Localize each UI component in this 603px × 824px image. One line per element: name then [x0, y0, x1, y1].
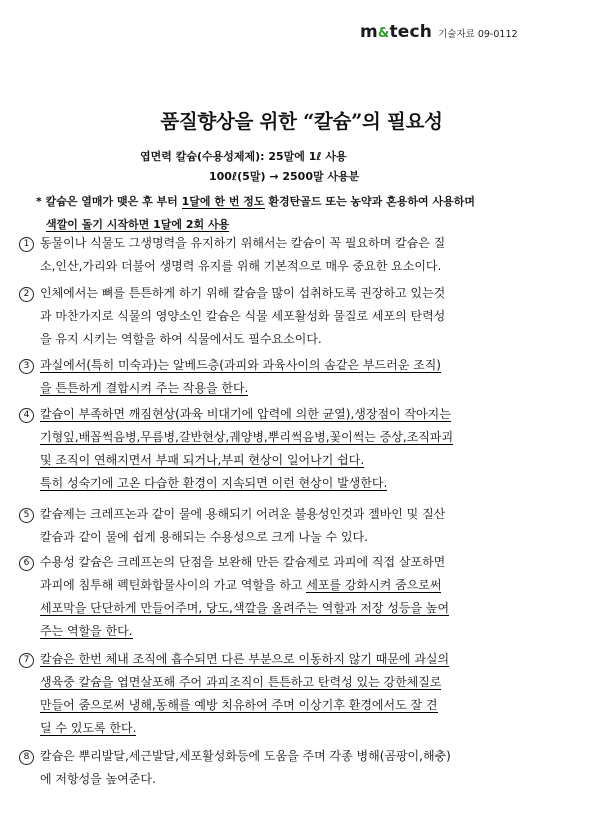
circled-number: 6: [19, 556, 34, 571]
list-item-5: 5 칼슘제는 크레프논과 같이 물에 용해되기 어려운 불용성인것과 젤바인 및 질산 칼슘과 같이 물에 쉽게 용해되는 수용성으로 크게 나눌 수 있다.: [19, 503, 445, 549]
circled-number: 4: [19, 408, 34, 423]
company-logo: m&tech: [360, 22, 433, 42]
list-item-8: 8 칼슘은 뿌리발달,세근발달,세포활성화등에 도움을 주며 각종 병해(곰팡이,해충) 에 저항성을 높여준다.: [19, 745, 451, 791]
list-item-3: 3 과실에서(특히 미숙과)는 알베드층(과피와 과육사이의 솜같은 부드러운 조직) 을 튼튼하게 결합시켜 주는 작용을 한다.: [19, 354, 441, 400]
list-item-4: 4 칼슘이 부족하면 깨짐현상(과육 비대기에 압력에 의한 균열),생장점이 작아지는 기형잎,배꼽썩음병,무름병,갈반현상,궤양병,뿌리썩음병,꽃이썩는 증상,조직파괴 및 조직이 연해지면서 부패 되거나,부피 현상이 일어나기 쉽다. 특히 성숙기에 고온 다습한 환경이 지속되면 이런 현상이 발생한다.: [19, 403, 453, 495]
subtitle-line-1: 엽면력 칼슘(수용성제제): 25말에 1ℓ 사용: [140, 150, 347, 163]
circled-number: 1: [19, 237, 34, 252]
usage-note: [36, 190, 475, 236]
circled-number: 3: [19, 359, 34, 374]
circled-number: 7: [19, 653, 34, 668]
circled-number: 2: [19, 287, 34, 302]
usage-note-line-2: 색깔이 돌기 시작하면 1달에 2회 사용: [46, 218, 230, 231]
page-title: 품질향상을 위한 “칼슘”의 필요성: [160, 110, 443, 133]
header: [360, 22, 518, 42]
circled-number: 5: [19, 508, 34, 523]
usage-note-line-1: * 칼슘은 열매가 맺은 후 부터 1달에 한 번 정도 환경탄골드 또는 농약과 혼용하여 사용하며: [36, 195, 475, 208]
list-item-6: 6 수용성 칼슘은 크레프논의 단점을 보완해 만든 칼슘제로 과피에 직접 살포하면 과피에 침투해 펙틴화합물사이의 가교 역할을 하고 세포를 강화시켜 줌으로써 세포막을 단단하게 만들어주며, 당도,색깔을 올려주는 역할과 저장 성등을 높여 주는 역할을 한다.: [19, 551, 449, 643]
subtitle-line-2: 100ℓ(5말) → 2500말 사용분: [209, 170, 360, 183]
list-item-1: 1 동물이나 식물도 그생명력을 유지하기 위해서는 칼슘이 꼭 필요하며 칼슘은 질 소,인산,가리와 더불어 생명력 유지를 위해 기본적으로 매우 중요한 요소이다.: [19, 232, 445, 278]
list-item-2: 2 인체에서는 뼈를 튼튼하게 하기 위해 칼슘을 많이 섭취하도록 권장하고 있는것 과 마찬가지로 식물의 영양소인 칼슘은 식물 세포활성화 물질로 세포의 탄력성 을 유지 시키는 역할을 하여 식물에서도 필수요소이다.: [19, 282, 445, 351]
circled-number: 8: [19, 750, 34, 765]
document-number: 기술자료 09-0112: [438, 29, 518, 40]
list-item-7: 7 칼슘은 한번 체내 조직에 흡수되면 다른 부분으로 이동하지 않기 때문에 과실의 생육중 칼슘을 엽면살포해 주어 과피조직이 튼튼하고 탄력성 있는 강한체질로 만들어 줌으로써 냉해,동해를 예방 치유하여 주며 이상기후 환경에서도 잘 견 딜 수 있도록 한다.: [19, 648, 449, 740]
